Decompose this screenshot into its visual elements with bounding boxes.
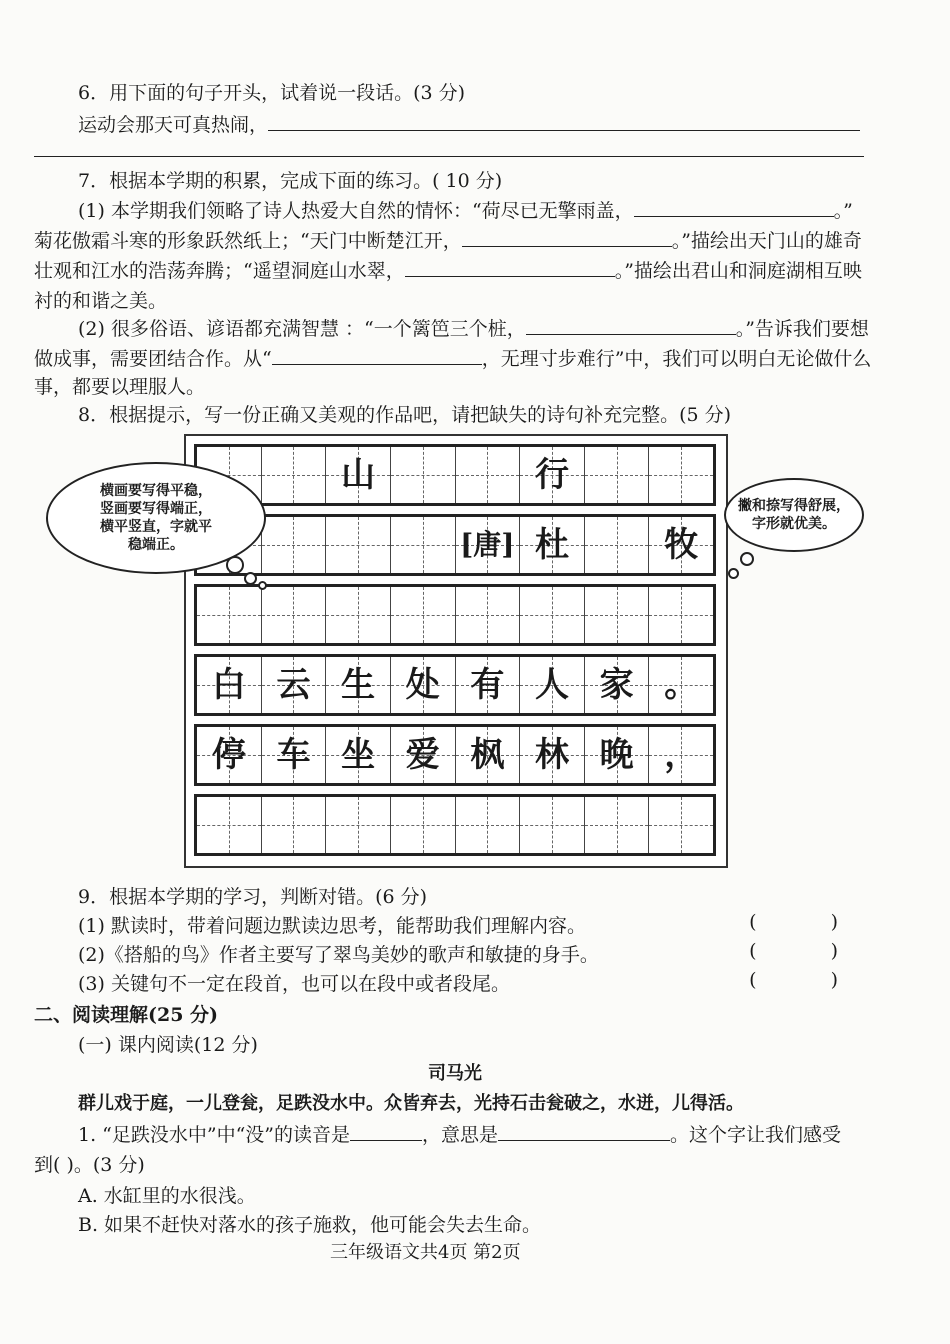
tip-left-line: 横平竖直，字就平 (100, 519, 212, 535)
rq1-blank-meaning[interactable] (498, 1120, 670, 1141)
grid-cell: 坐 (326, 727, 391, 783)
rq1-option-a[interactable]: A. 水缸里的水很浅。 (78, 1185, 256, 1207)
q7-blank-3[interactable] (405, 256, 615, 277)
passage-text: 群儿戏于庭，一儿登瓮，足跌没水中。众皆弃去，光持石击瓮破之，水迸，儿得活。 (78, 1093, 744, 1114)
grid-cell: 车 (262, 727, 327, 783)
section-2-subtitle: (一) 课内阅读(12 分) (78, 1034, 258, 1056)
passage-title: 司马光 (428, 1063, 482, 1084)
grid-cell (585, 797, 650, 853)
grid-row-author[interactable] (194, 514, 716, 576)
q7-p2-line2: 做成事，需要团结合作。从“ ，无理寸步难行”中，我们可以明白无论做什么 (34, 344, 871, 371)
grid-cell (391, 447, 456, 503)
grid-cell (391, 517, 456, 573)
q8-title: 8．根据提示，写一份正确又美观的作品吧，请把缺失的诗句补充完整。(5 分) (78, 404, 732, 426)
grid-row-title[interactable] (194, 444, 716, 506)
grid-cell (326, 517, 391, 573)
grid-cell (585, 587, 650, 643)
tip-right-line: 字形就优美。 (752, 516, 836, 532)
grid-cell: 枫 (456, 727, 521, 783)
q7-blank-5[interactable] (272, 344, 482, 365)
q6-title: 6．用下面的句子开头，试着说一段话。(3 分) (78, 82, 466, 104)
grid-cell: 爱 (391, 727, 456, 783)
grid-cell: 人 (520, 657, 585, 713)
grid-cell: 停 (197, 727, 262, 783)
grid-cell (391, 797, 456, 853)
grid-row-blank-2[interactable] (194, 794, 716, 856)
grid-cell (456, 797, 521, 853)
grid-cell: 白 (197, 657, 262, 713)
q7-p1-line4: 衬的和谐之美。 (34, 290, 168, 312)
q7-p1-line3: 壮观和江水的浩荡奔腾；“遥望洞庭山水翠， 。”描绘出君山和洞庭湖相互映 (34, 256, 862, 283)
thought-dot (258, 581, 267, 590)
grid-cell: 。 (649, 657, 713, 713)
grid-cell: 处 (391, 657, 456, 713)
grid-cell: 云 (262, 657, 327, 713)
rq1-blank-pronunciation[interactable] (350, 1120, 422, 1141)
q7-p1-line2: 菊花傲霜斗寒的形象跃然纸上；“天门中断楚江开， 。”描绘出天门山的雄奇 (34, 226, 862, 253)
grid-cell (262, 517, 327, 573)
q6-prompt: 运动会那天可真热闹， (78, 110, 860, 137)
grid-row-blank-1[interactable] (194, 584, 716, 646)
grid-cell (197, 797, 262, 853)
q9-title: 9．根据本学期的学习，判断对错。(6 分) (78, 886, 428, 908)
q9-item-3: (3) 关键句不一定在段首，也可以在段中或者段尾。 (78, 973, 510, 995)
q7-title: 7．根据本学期的积累，完成下面的练习。( 10 分) (78, 170, 503, 192)
grid-row-line-3[interactable] (194, 724, 716, 786)
grid-cell: [唐] (456, 517, 521, 573)
grid-row-line-2[interactable] (194, 654, 716, 716)
q9-item-2: (2)《搭船的鸟》作者主要写了翠鸟美妙的歌声和敏捷的身手。 (78, 944, 599, 966)
grid-cell: 山 (326, 447, 391, 503)
grid-cell: 家 (585, 657, 650, 713)
tip-left-line: 竖画要写得端正， (100, 501, 212, 517)
thought-dot (226, 556, 244, 574)
page-footer: 三年级语文共4页 第2页 (330, 1242, 521, 1263)
grid-cell (585, 447, 650, 503)
grid-cell: 行 (520, 447, 585, 503)
section-2-title: 二、阅读理解(25 分) (34, 1004, 219, 1026)
q7-p2-line1: (2) 很多俗语、谚语都充满智慧 ：“一个篱笆三个桩， 。”告诉我们要想 (78, 314, 869, 341)
thought-dot (728, 568, 739, 579)
grid-cell: 生 (326, 657, 391, 713)
grid-cell (649, 797, 713, 853)
grid-cell (456, 587, 521, 643)
grid-cell (326, 797, 391, 853)
grid-cell: 林 (520, 727, 585, 783)
q6-answer-line[interactable] (268, 110, 860, 131)
q7-p1-line1: (1) 本学期我们领略了诗人热爱大自然的情怀：“荷尽已无擎雨盖， 。” (78, 196, 853, 223)
grid-cell: 牧 (649, 517, 713, 573)
grid-cell (649, 447, 713, 503)
grid-cell (585, 517, 650, 573)
tip-left-line: 稳端正。 (128, 537, 184, 553)
rq1-stem-2: 到( )。(3 分) (34, 1154, 145, 1176)
thought-dot (244, 572, 257, 585)
q7-blank-4[interactable] (526, 314, 736, 335)
grid-cell: 杜 (520, 517, 585, 573)
grid-cell: 有 (456, 657, 521, 713)
q9-answer-1[interactable]: ( ) (749, 911, 872, 933)
q6-answer-line-2[interactable] (34, 156, 864, 157)
rq1-option-b[interactable]: B. 如果不赶快对落水的孩子施救，他可能会失去生命。 (78, 1214, 542, 1236)
q9-answer-2[interactable]: ( ) (749, 940, 872, 962)
grid-cell (326, 587, 391, 643)
grid-cell (262, 447, 327, 503)
grid-cell (649, 587, 713, 643)
grid-cell (262, 587, 327, 643)
q9-item-1: (1) 默读时，带着问题边默读边思考，能帮助我们理解内容。 (78, 915, 586, 937)
q7-blank-2[interactable] (462, 226, 672, 247)
grid-cell: 晚 (585, 727, 650, 783)
grid-cell (456, 447, 521, 503)
q9-answer-3[interactable]: ( ) (749, 969, 872, 991)
rq1-stem: 1. “足跌没水中”中“没”的读音是 ，意思是 。这个字让我们感受 (78, 1120, 841, 1147)
grid-cell: ， (649, 727, 713, 783)
grid-cell (391, 587, 456, 643)
grid-cell (262, 797, 327, 853)
grid-cell (520, 797, 585, 853)
tip-left-line: 横画要写得平稳， (100, 483, 212, 499)
tip-right-line: 撇和捺写得舒展， (738, 498, 850, 514)
q7-blank-1[interactable] (634, 196, 834, 217)
grid-cell (520, 587, 585, 643)
tip-bubble-right (724, 478, 864, 552)
thought-dot (740, 552, 754, 566)
q7-p2-line3: 事，都要以理服人。 (34, 376, 206, 398)
grid-cell (197, 587, 262, 643)
writing-grid (184, 434, 728, 868)
